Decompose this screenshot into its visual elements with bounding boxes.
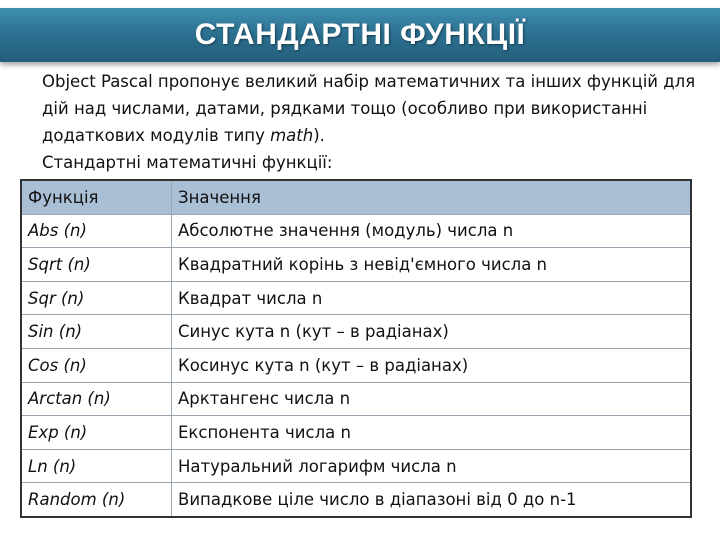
table-header-row bbox=[21, 180, 691, 214]
table-row bbox=[21, 382, 691, 416]
function-description: Абсолютне значення (модуль) числа n bbox=[172, 214, 692, 248]
function-description: Випадкове ціле число в діапазоні від 0 до n-1 bbox=[172, 483, 692, 517]
header-function: Функція bbox=[21, 180, 172, 214]
intro-module-name: math bbox=[270, 126, 314, 145]
intro-text-prefix: Object Pascal пропонує великий набір математичних та інших функцій для дій над числами, датами, рядками тощо (особливо при використанні додаткових модулів типу bbox=[42, 72, 696, 145]
function-name: Sqrt (n) bbox=[21, 248, 172, 282]
table-row bbox=[21, 315, 691, 349]
intro-paragraph bbox=[14, 68, 714, 149]
header-value: Значення bbox=[172, 180, 692, 214]
table-row bbox=[21, 483, 691, 517]
page-title: СТАНДАРТНІ ФУНКЦІЇ bbox=[194, 18, 526, 51]
table-row bbox=[21, 281, 691, 315]
function-description: Квадратний корінь з невід'ємного числа n bbox=[172, 248, 692, 282]
table-row bbox=[21, 248, 691, 282]
function-name: Sqr (n) bbox=[21, 281, 172, 315]
function-name: Exp (n) bbox=[21, 416, 172, 450]
functions-table bbox=[20, 179, 692, 518]
function-name: Sin (n) bbox=[21, 315, 172, 349]
table-row bbox=[21, 214, 691, 248]
intro-text bbox=[14, 68, 714, 176]
intro-subheading: Стандартні математичні функції: bbox=[42, 153, 333, 172]
intro-text-suffix: ). bbox=[313, 126, 325, 145]
function-description: Косинус кута n (кут – в радіанах) bbox=[172, 348, 692, 382]
function-name: Cos (n) bbox=[21, 348, 172, 382]
table-row bbox=[21, 416, 691, 450]
function-name: Random (n) bbox=[21, 483, 172, 517]
function-name: Ln (n) bbox=[21, 449, 172, 483]
function-description: Експонента числа n bbox=[172, 416, 692, 450]
function-description: Арктангенс числа n bbox=[172, 382, 692, 416]
title-bar bbox=[0, 8, 720, 62]
table-row bbox=[21, 449, 691, 483]
function-description: Синус кута n (кут – в радіанах) bbox=[172, 315, 692, 349]
function-description: Натуральний логарифм числа n bbox=[172, 449, 692, 483]
function-description: Квадрат числа n bbox=[172, 281, 692, 315]
function-name: Arctan (n) bbox=[21, 382, 172, 416]
function-name: Abs (n) bbox=[21, 214, 172, 248]
table-row bbox=[21, 348, 691, 382]
